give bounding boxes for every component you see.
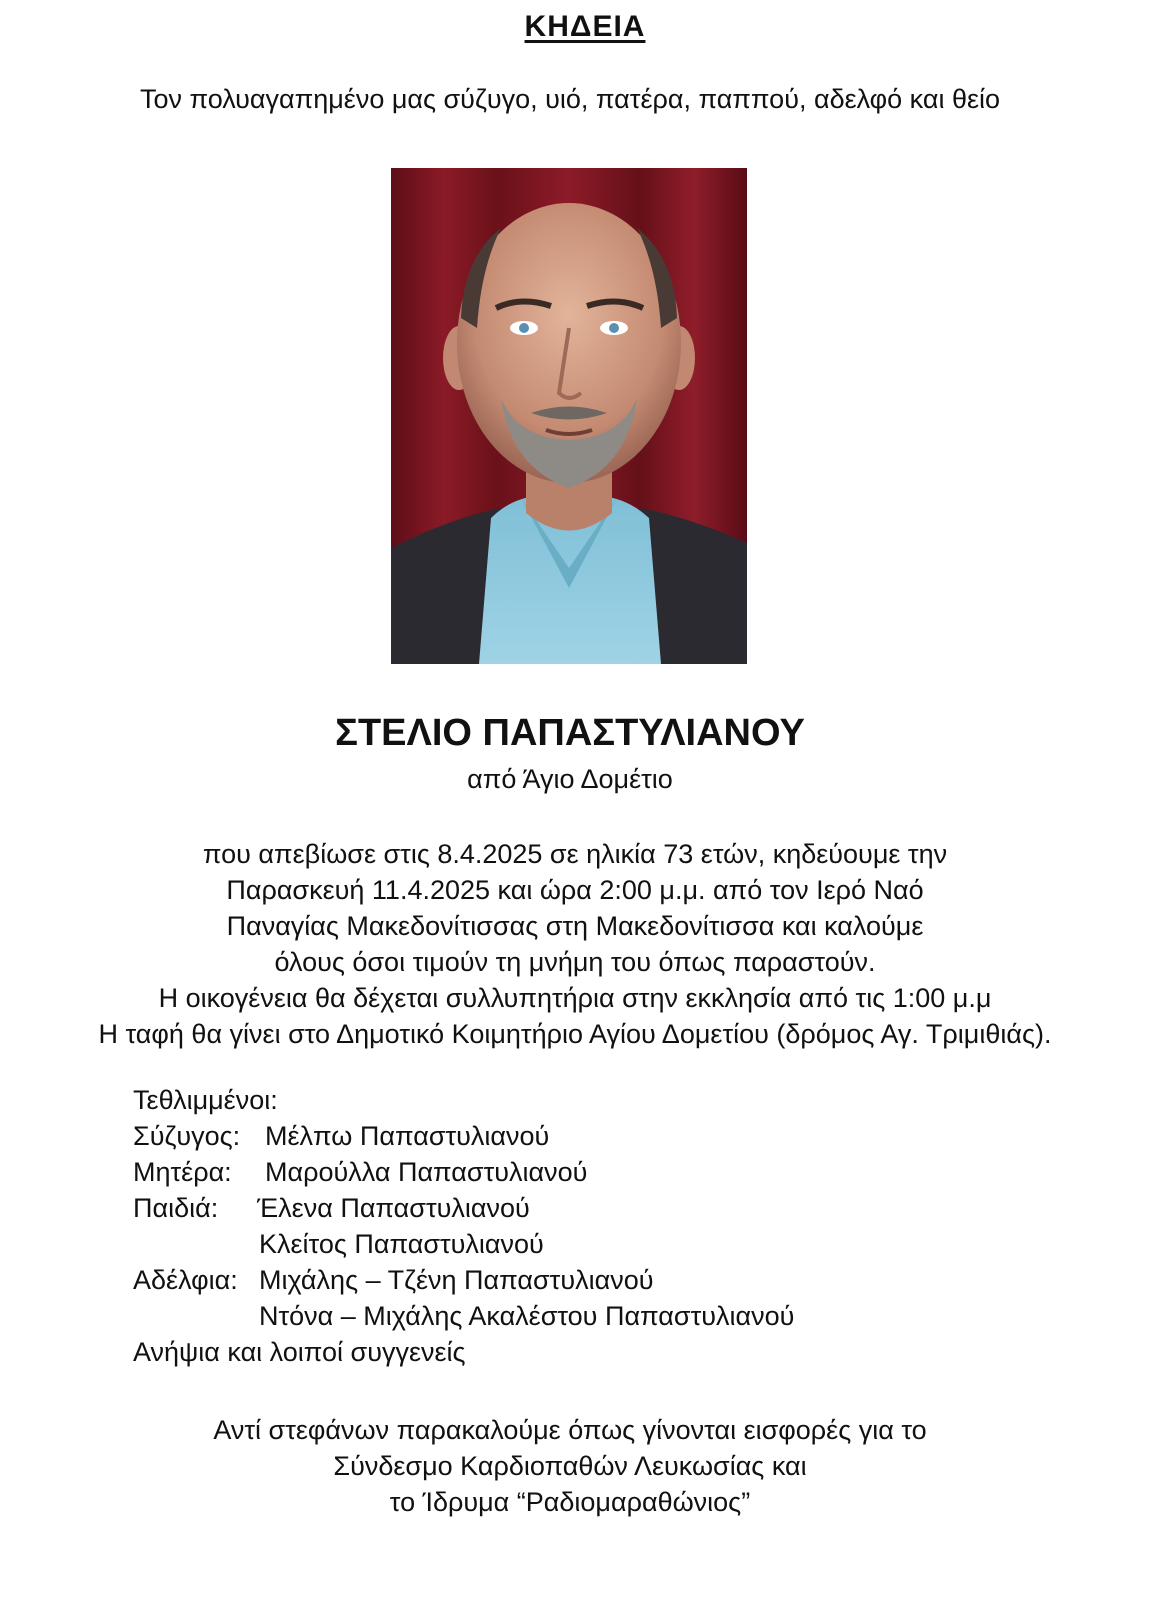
mother-label: Μητέρα: [133, 1157, 232, 1187]
details-line: Παναγίας Μακεδονίτισσας στη Μακεδονίτισσα και καλούμε [226, 911, 924, 941]
deceased-name: ΣΤΕΛΙΟ ΠΑΠΑΣΤΥΛΙΑΝΟΥ [335, 712, 805, 754]
donation-line: το Ίδρυμα “Ραδιομαραθώνιος” [389, 1487, 751, 1517]
notice-title: ΚΗΔΕΙΑ [524, 10, 646, 43]
donation-line: Αντί στεφάνων παρακαλούμε όπως γίνονται εισφορές για το [213, 1415, 927, 1445]
intro-line: Τον πολυαγαπημένο μας σύζυγο, υιό, πατέρα, παππού, αδελφό και θείο [139, 84, 1001, 114]
deceased-origin: από Άγιο Δομέτιο [467, 764, 673, 794]
children-label: Παιδιά: [133, 1193, 219, 1223]
donation-line: Σύνδεσμο Καρδιοπαθών Λευκωσίας και [333, 1451, 807, 1481]
portrait-photo [391, 168, 747, 664]
details-line: Η ταφή θα γίνει στο Δημοτικό Κοιμητήριο Αγίου Δομετίου (δρόμος Αγ. Τριμιθιάς). [98, 1019, 1052, 1049]
details-line: που απεβίωσε στις 8.4.2025 σε ηλικία 73 ετών, κηδεύουμε την [202, 839, 948, 869]
details-line: Η οικογένεια θα δέχεται συλλυπητήρια στην εκκλησία από τις 1:00 μ.μ [158, 983, 992, 1013]
donation-note [0, 1412, 1170, 1520]
mother-name: Μαρούλλα Παπαστυλιανού [265, 1157, 588, 1187]
portrait-photo-icon [391, 168, 747, 664]
spouse-name: Μέλπω Παπαστυλιανού [265, 1121, 550, 1151]
funeral-details [0, 836, 1170, 1052]
sibling-name: Μιχάλης – Τζένη Παπαστυλιανού [259, 1265, 654, 1295]
child-name: Έλενα Παπαστυλιανού [257, 1193, 530, 1223]
mourners-heading: Τεθλιμμένοι: [133, 1085, 278, 1115]
details-line: όλους όσοι τιμούν τη μνήμη του όπως παραστούν. [274, 947, 876, 977]
siblings-label: Αδέλφια: [133, 1265, 238, 1295]
other-relatives: Ανήψια και λοιποί συγγενείς [133, 1337, 466, 1367]
details-line: Παρασκευή 11.4.2025 και ώρα 2:00 μ.μ. από τον Ιερό Ναό [226, 875, 924, 905]
child-name: Κλείτος Παπαστυλιανού [259, 1229, 544, 1259]
spouse-label: Σύζυγος: [133, 1121, 241, 1151]
sibling-name: Ντόνα – Μιχάλης Ακαλέστου Παπαστυλιανού [259, 1301, 795, 1331]
